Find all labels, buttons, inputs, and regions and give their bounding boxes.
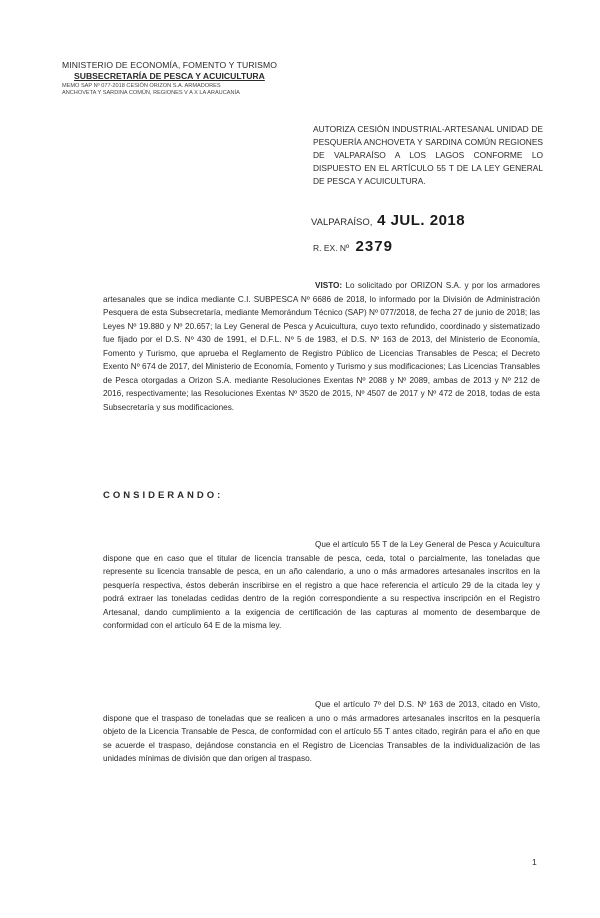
ministry-name: MINISTERIO DE ECONOMÍA, FOMENTO Y TURISMO — [62, 60, 277, 70]
paragraph-1-text: Que el artículo 55 T de la Ley General de Pesca y Acuicultura dispone que en caso que el titular de licencia transable de pesca, ceda, total o parcialmente, las toneladas que represente su licencia transable de pesca, en un año calendario, a uno o más armadores artesanales inscritos en la pesquería respectiva, éstos deberán inscribirse en el registro a que hace referencia el artículo 29 de la citada ley y podrá extraer las toneladas cedidas dentro de la región correspondiente a su respectiva inscripción en el Registro Artesanal, dando cumplimiento a la exigencia de certificación de las capturas al momento de desembarque de conformidad con el artículo 64 E de la misma ley. — [103, 540, 540, 631]
visto-label: VISTO: — [315, 281, 343, 290]
considerando-heading: CONSIDERANDO: — [103, 490, 224, 501]
resolution-number: 2379 — [355, 238, 393, 255]
place-date-line — [311, 212, 465, 229]
page-number: 1 — [532, 857, 537, 867]
place-label: VALPARAÍSO, — [311, 217, 373, 228]
considerando-paragraph-1 — [103, 538, 540, 633]
subject-summary: AUTORIZA CESIÓN INDUSTRIAL-ARTESANAL UNIDAD DE PESQUERÍA ANCHOVETA Y SARDINA COMÚN REGIONES DE VALPARAÍSO A LOS LAGOS CONFORME LO DISPUESTO EN EL ARTÍCULO 55 T DE LA LEY GENERAL DE PESCA Y ACUICULTURA. — [313, 124, 543, 187]
handwritten-date: 4 JUL. 2018 — [377, 212, 466, 229]
visto-paragraph — [103, 279, 540, 414]
letterhead — [62, 60, 292, 98]
subsecretaria-name: SUBSECRETARÍA DE PESCA Y ACUICULTURA — [74, 71, 265, 81]
considerando-paragraph-2 — [103, 698, 540, 766]
resolution-label: R. EX. Nº — [313, 243, 350, 253]
resolution-number-line — [313, 238, 393, 255]
memo-reference-line-2: ANCHOVETA Y SARDINA COMÚN, REGIONES V A X LA ARAUCANÍA — [62, 90, 240, 97]
paragraph-2-text: Que el artículo 7º del D.S. Nº 163 de 2013, citado en Visto, dispone que el traspaso de toneladas que se realicen a uno o más armadores artesanales inscritos en la pesquería objeto de la Licencia Transable de Pesca, de conformidad con el artículo 55 T antes citado, regirán para el año en que se acuerde el traspaso, dejándose constancia en el Registro de Licencias Transables de la individualización de las unidades mínimas de división que dan origen al traspaso. — [103, 700, 540, 764]
memo-reference-line-1: MEMO SAP Nº 077-2018 CESIÓN ORIZON S.A. ARMADORES — [62, 83, 221, 89]
visto-text: Lo solicitado por ORIZON S.A. y por los armadores artesanales que se indica mediante C.I. SUBPESCA Nº 6686 de 2018, lo informado por la División de Administración Pesquera de esta Subsecretaría, mediante Memorándum Técnico (SAP) Nº 077/2018, de fecha 27 de junio de 2018; las Leyes Nº 19.880 y Nº 20.657; la Ley General de Pesca y Acuicultura, cuyo texto refundido, coordinado y sistematizado fue fijado por el D.S. Nº 430 de 1991, el D.F.L. Nº 5 de 1983, el D.S. Nº 163 de 2013, del Ministerio de Economía, Fomento y Turismo, que aprueba el Reglamento de Registro Público de Licencias Transables de Pesca; el Decreto Exento Nº 674 de 2017, del Ministerio de Economía, Fomento y Turismo y sus modificaciones; Las Licencias Transables de Pesca otorgadas a Orizon S.A. mediante Resoluciones Exentas Nº 2088 y Nº 2089, ambas de 2013 y Nº 212 de 2016, respectivamente; las Resoluciones Exentas Nº 3520 de 2015, Nº 4507 de 2017 y Nº 472 de 2018, todas de esta Subsecretaría y sus modificaciones. — [103, 281, 540, 412]
